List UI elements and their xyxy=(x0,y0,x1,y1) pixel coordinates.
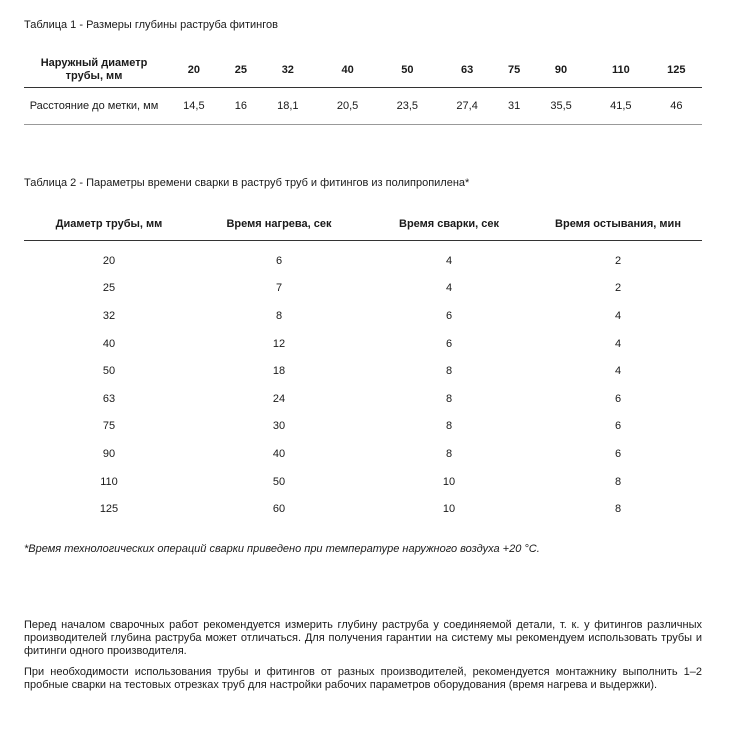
table2-cell-diameter: 63 xyxy=(102,392,116,405)
table2-cell-cooling: 6 xyxy=(614,447,622,460)
table2-cell-heating: 60 xyxy=(272,503,286,516)
table2-cell-welding: 6 xyxy=(445,309,453,322)
table2-cell-welding: 10 xyxy=(442,475,456,488)
table2-cell-diameter: 75 xyxy=(102,420,116,433)
table1-header-row xyxy=(24,52,702,88)
table2-cell-heating: 24 xyxy=(272,392,286,405)
table1-diameter: 75 xyxy=(497,52,531,88)
paragraph-test-welds: При необходимости использования трубы и фитингов от разных производителей, рекомендуется монтажнику выполнить 1–2 пробные сварки на тестовых отрезках труб для настройки рабочих параметров оборудования (время нагрева и выдержки). xyxy=(24,666,702,691)
table2-cell-diameter: 20 xyxy=(102,254,116,267)
table2-header-heating: Время нагрева, сек xyxy=(194,208,364,241)
table1-depth: 20,5 xyxy=(318,88,378,125)
table1-header-label: Наружный диаметр трубы, мм xyxy=(24,52,164,88)
table1-depth: 27,4 xyxy=(437,88,497,125)
table1-diameter: 20 xyxy=(164,52,224,88)
table2-cell-heating: 8 xyxy=(275,309,283,322)
table2-header-row xyxy=(24,208,702,241)
paragraph-measure-depth: Перед началом сварочных работ рекомендуется измерить глубину раструба у соединяемой детали, т. к. у фитингов различных производителей глубина раструба может отличаться. Для получения гарантии на систему мы рекомендуем использовать трубы и фитинги одного производителя. xyxy=(24,619,702,657)
table2-row xyxy=(24,241,702,275)
table1-diameter: 90 xyxy=(531,52,591,88)
table2-caption: Таблица 2 - Параметры времени сварки в раструб труб и фитингов из полипропилена* xyxy=(24,177,470,189)
table2-cell-diameter: 40 xyxy=(102,337,116,350)
table2-cell-heating: 7 xyxy=(275,282,283,295)
table2-cell-welding: 8 xyxy=(445,447,453,460)
table2-row xyxy=(24,440,702,468)
table1-diameter: 40 xyxy=(318,52,378,88)
table1-depth: 23,5 xyxy=(377,88,437,125)
table2-cell-welding: 6 xyxy=(445,337,453,350)
table2-cell-welding: 8 xyxy=(445,365,453,378)
table2-row xyxy=(24,275,702,303)
table2-cell-heating: 40 xyxy=(272,447,286,460)
table2-cell-diameter: 25 xyxy=(102,282,116,295)
table1-diameter: 125 xyxy=(651,52,702,88)
table1-row-label: Расстояние до метки, мм xyxy=(24,88,164,125)
table2-cell-cooling: 2 xyxy=(614,282,622,295)
table2-cell-cooling: 8 xyxy=(614,503,622,516)
table2-header-diameter: Диаметр трубы, мм xyxy=(24,208,194,241)
table1-diameter: 50 xyxy=(377,52,437,88)
table1-depth: 16 xyxy=(224,88,258,125)
table2-row xyxy=(24,495,702,523)
table2-cell-heating: 30 xyxy=(272,420,286,433)
table2-row xyxy=(24,357,702,385)
table2-cell-welding: 4 xyxy=(445,254,453,267)
table2-header-welding: Время сварки, сек xyxy=(364,208,534,241)
footnote: *Время технологических операций сварки приведено при температуре наружного воздуха +20 °С. xyxy=(24,543,540,555)
table2-row xyxy=(24,468,702,496)
table2-cell-welding: 4 xyxy=(445,282,453,295)
table2-cell-cooling: 2 xyxy=(614,254,622,267)
table1-diameter: 25 xyxy=(224,52,258,88)
table2-cell-cooling: 8 xyxy=(614,475,622,488)
table1-diameter: 110 xyxy=(591,52,651,88)
table2-cell-welding: 8 xyxy=(445,420,453,433)
table2-cell-heating: 6 xyxy=(275,254,283,267)
table2-row xyxy=(24,330,702,358)
table2-row xyxy=(24,385,702,413)
table2-cell-cooling: 4 xyxy=(614,365,622,378)
table1-depth: 31 xyxy=(497,88,531,125)
table2-cell-welding: 8 xyxy=(445,392,453,405)
table1-depth: 35,5 xyxy=(531,88,591,125)
table1-diameter: 63 xyxy=(437,52,497,88)
table1-diameter: 32 xyxy=(258,52,318,88)
table2-cell-welding: 10 xyxy=(442,503,456,516)
table2-cell-diameter: 32 xyxy=(102,309,116,322)
table2-cell-cooling: 4 xyxy=(614,309,622,322)
table2-cell-diameter: 90 xyxy=(102,447,116,460)
table1-data-row xyxy=(24,88,702,125)
table1-depth: 46 xyxy=(651,88,702,125)
table2-cell-heating: 12 xyxy=(272,337,286,350)
table2-cell-cooling: 6 xyxy=(614,392,622,405)
table2-cell-diameter: 125 xyxy=(99,503,119,516)
socket-depth-table xyxy=(24,52,702,125)
table2-cell-heating: 50 xyxy=(272,475,286,488)
table1-depth: 18,1 xyxy=(258,88,318,125)
table1-caption: Таблица 1 - Размеры глубины раструба фитингов xyxy=(24,19,278,31)
table2-header-cooling: Время остывания, мин xyxy=(534,208,702,241)
table2-row xyxy=(24,413,702,441)
welding-time-table xyxy=(24,208,702,523)
table2-cell-cooling: 4 xyxy=(614,337,622,350)
table1-depth: 41,5 xyxy=(591,88,651,125)
table2-cell-diameter: 110 xyxy=(100,475,118,488)
table1-depth: 14,5 xyxy=(164,88,224,125)
table2-cell-cooling: 6 xyxy=(614,420,622,433)
table2-row xyxy=(24,302,702,330)
table2-cell-heating: 18 xyxy=(272,365,286,378)
table2-cell-diameter: 50 xyxy=(102,365,116,378)
